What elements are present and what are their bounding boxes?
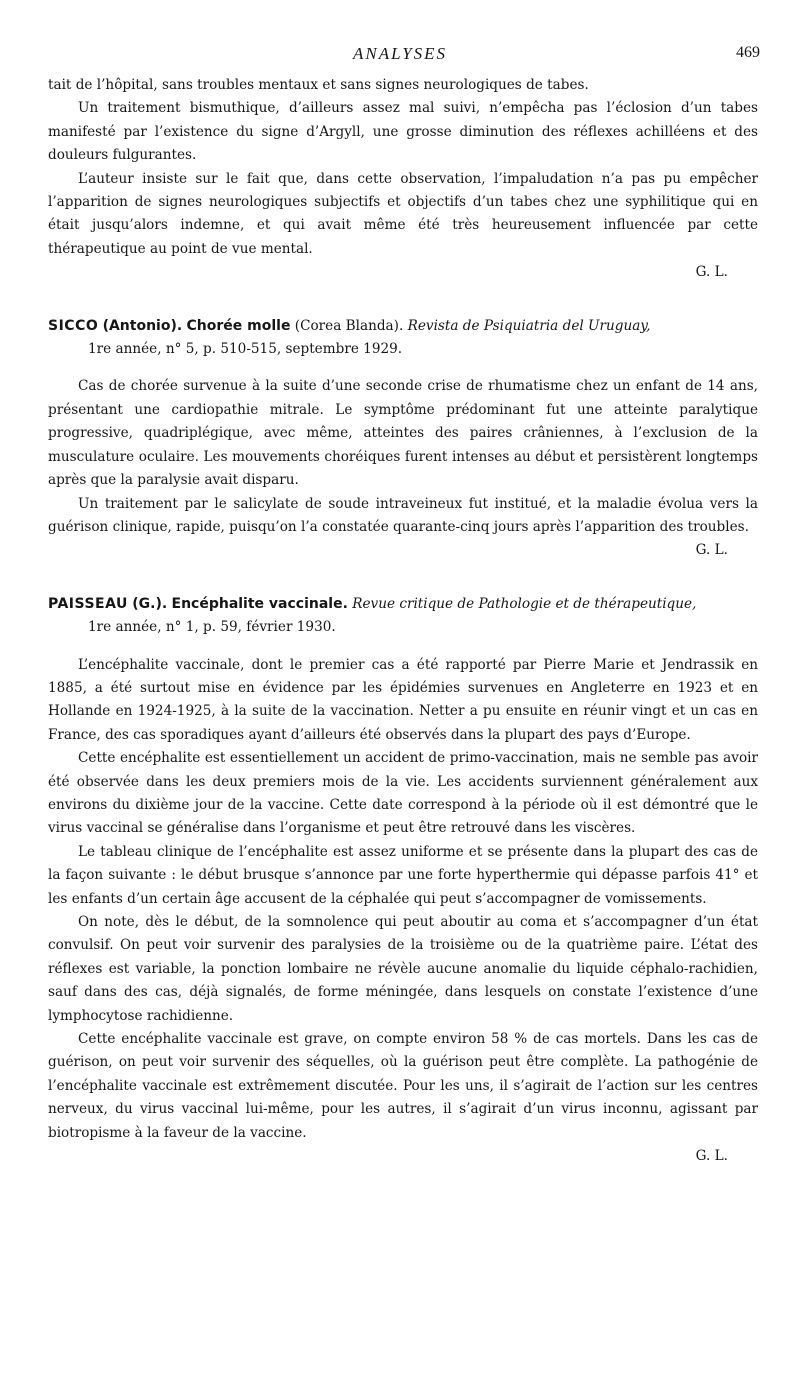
paragraph: L’auteur insiste sur le fait que, dans cette observation, l’impaludation n’a pas pu empêcher l’apparition de signes neurologiques subjectifs et objectifs d’un tabes chez une syphilitique qui en était jusqu’alors indemne, et qui avait même été très heureusement influencée par cette thérapeutique au point de vue mental.	[48, 170, 758, 257]
running-title: ANALYSES	[352, 44, 448, 63]
paragraph: L’encéphalite vaccinale, dont le premier cas a été rapporté par Pierre Marie et Jendrassik en 1885, a été surtout mise en évidence par les épidémies survenues en Angleterre en 1923 et en Hollande en 1924-1925, à la suite de la vaccination. Netter a pu ensuite en réunir vingt et un cas en France, des cas sporadiques ayant d’ailleurs été observés dans la plupart des pays d’Europe.	[48, 656, 758, 743]
author-surname: SICCO	[48, 317, 99, 334]
journal-name: Revista de Psiquiatria del Uruguay,	[407, 317, 651, 334]
review-title: Chorée molle	[186, 317, 291, 334]
paragraph: Le tableau clinique de l’encéphalite est assez uniforme et se présente dans la plupart des cas de la façon suivante : le début brusque s’annonce par une forte hyperthermie qui dépasse parfois 41° et les enfants d’un certain âge accusent de la céphalée qui peut s’accompagner de vomissements.	[48, 843, 758, 907]
page-number: 469	[736, 44, 760, 61]
author-given-name: (Antonio).	[102, 317, 183, 334]
paragraph: On note, dès le début, de la somnolence qui peut aboutir au coma et s’accompagner d’un état convulsif. On peut voir survenir des paralysies de la troisième ou de la quatrième paire. L’état des réflexes est variable, la ponction lombaire ne révèle aucune anomalie du liquide céphalo-rachidien, sauf dans des cas, déjà signalés, de forme méningée, dans lesquels on constate l’existence d’une lymphocytose rachidienne.	[48, 914, 758, 1024]
review-heading	[48, 315, 758, 362]
paragraph: Cette encéphalite est essentiellement un accident de primo-vaccination, mais ne semble pas avoir été observée dans les deux premiers mois de la vie. Les accidents surviennent généralement aux environs du dixième jour de la vaccine. Cette date correspond à la période où il est démontré que le virus vaccinal se généralise dans l’organisme et peut être retrouvé dans les viscères.	[48, 750, 758, 837]
review-sicco	[48, 315, 758, 563]
reviewer-signature: G. L.	[695, 1148, 728, 1165]
citation: 1re année, n° 5, p. 510-515, septembre 1929.	[88, 341, 403, 358]
journal-name: Revue critique de Pathologie et de thérapeutique,	[352, 595, 697, 612]
paragraph: Un traitement bismuthique, d’ailleurs assez mal suivi, n’empêcha pas l’éclosion d’un tabes manifesté par l’existence du signe d’Argyll, une grosse diminution des réflexes achilléens et des douleurs fulgurantes.	[48, 100, 758, 164]
author-surname: PAISSEAU	[48, 595, 128, 612]
review-paisseau	[48, 593, 758, 1169]
paragraph: tait de l’hôpital, sans troubles mentaux et sans signes neurologiques de tabes.	[48, 77, 589, 93]
review-heading	[48, 593, 758, 640]
paragraph: Cette encéphalite vaccinale est grave, on compte environ 58 % de cas mortels. Dans les cas de guérison, on peut voir survenir des séquelles, où la guérison peut être complète. La pathogénie de l’encéphalite vaccinale est extrêmement discutée. Pour les uns, il s’agirait de l’action sur les centres nerveux, du virus vaccinal lui-même, pour les autres, il s’agirait d’un virus inconnu, agissant par biotropisme à la faveur de la vaccine.	[48, 1031, 758, 1141]
page-body	[48, 74, 758, 1168]
continued-review	[48, 74, 758, 285]
reviewer-signature: G. L.	[695, 264, 728, 281]
review-subtitle: (Corea Blanda).	[294, 317, 404, 334]
reviewer-signature: G. L.	[695, 542, 728, 559]
paragraph: Un traitement par le salicylate de soude intraveineux fut institué, et la maladie évolua vers la guérison clinique, rapide, puisqu’on l’a constatée quarante-cinq jours après l’apparition des troubles.	[48, 495, 758, 535]
author-given-name: (G.).	[132, 595, 168, 612]
review-title: Encéphalite vaccinale.	[171, 595, 348, 612]
paragraph: Cas de chorée survenue à la suite d’une seconde crise de rhumatisme chez un enfant de 14 ans, présentant une cardiopathie mitrale. Le symptôme prédominant fut une atteinte paralytique progressive, quadriplégique, avec même, atteintes des paires crâniennes, à l’exclusion de la musculature oculaire. Les mouvements choréiques furent intenses au début et persistèrent longtemps après que la paralysie avait disparu.	[48, 378, 758, 489]
citation: 1re année, n° 1, p. 59, février 1930.	[88, 619, 336, 636]
page-header	[0, 44, 800, 66]
